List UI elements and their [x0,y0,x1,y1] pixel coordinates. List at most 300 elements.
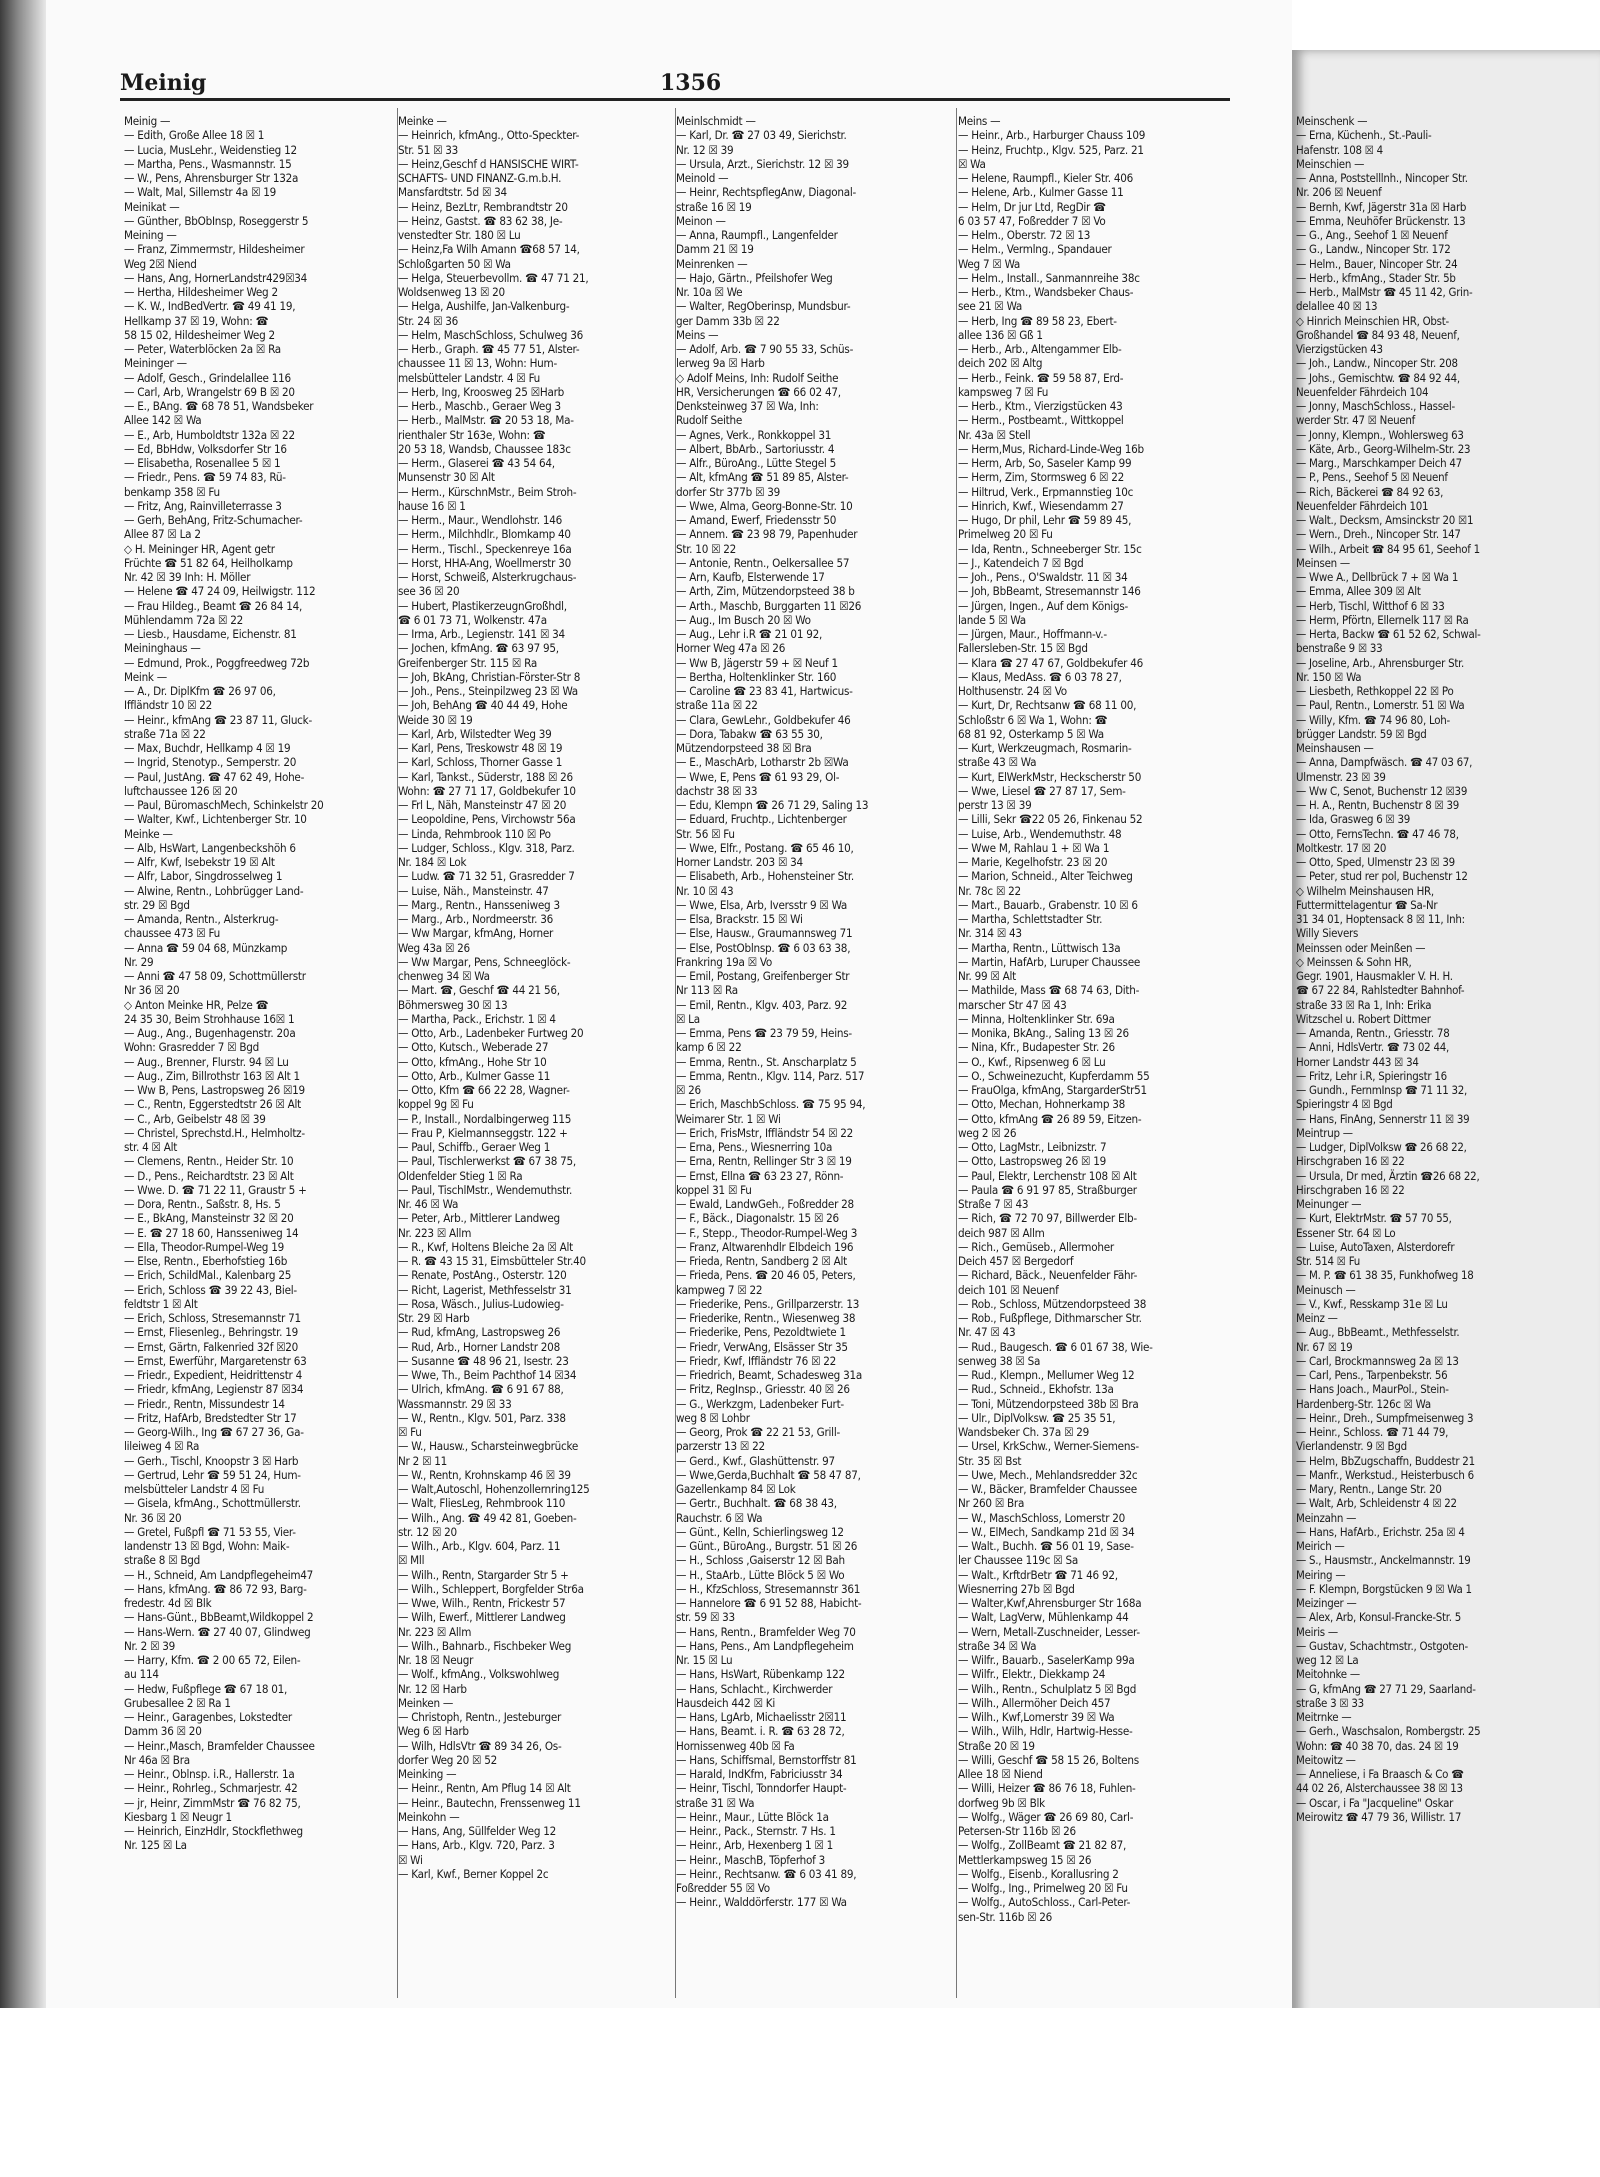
directory-entry-line: — Klara ☎ 27 47 67, Goldbekufer 46 [958,655,1143,670]
directory-entry-line: — Friedr., Rentn, Missundestr 14 [124,1396,285,1411]
directory-entry-line: Petersen-Str 116b ☒ 26 [958,1824,1076,1838]
directory-entry-line: — Wilh., Arbeit ☎ 84 95 61, Seehof 1 [1296,541,1480,556]
directory-entry-line: — K. W., IndBedVertr. ☎ 49 41 19, [124,299,296,314]
directory-entry-line: — O., Schweinezucht, Kupferdamm 55 [958,1068,1150,1083]
directory-entry-line: — Günther, BbObInsp, Roseggerstr 5 [124,213,309,228]
directory-entry-line: Damm 36 ☒ 20 [124,1724,202,1739]
directory-entry-line: ◇ Wilhelm Meinshausen HR, [1296,883,1434,898]
directory-entry-line: str. 12 ☒ 20 [398,1524,457,1539]
directory-entry-line: Fallersleben-Str. 15 ☒ Bgd [958,641,1088,656]
directory-entry-line: — Helm., Install., Sanmannreihe 38c [958,270,1140,285]
directory-entry-line: ◇ Anton Meinke HR, Pelze ☎ [124,997,269,1012]
directory-entry-line: — Ernst, Gärtn, Falkenried 32f ☒20 [124,1339,299,1354]
directory-entry-line: — Hans, HsWart, Rübenkamp 122 [676,1667,845,1682]
directory-entry-line: — Wilh., Bahnarb., Fischbeker Weg [398,1638,572,1653]
directory-entry-line: — Herb., Graph. ☎ 45 77 51, Alster- [398,342,580,356]
directory-entry-line: hause 16 ☒ 1 [398,498,466,513]
directory-entry-line: — Ida, Rentn., Schneeberger Str. 15c [958,541,1142,556]
directory-entry-line: — R. ☎ 43 15 31, Eimsbütteler Str.40 [398,1254,586,1268]
directory-entry-line: — W., MaschSchloss, Lomerstr 20 [958,1510,1126,1525]
directory-entry-line: — Wwe, Liesel ☎ 27 87 17, Sem- [958,783,1126,798]
directory-entry-line: Meinig — [124,114,171,128]
directory-entry-line: Nr. 67 ☒ 19 [1296,1339,1353,1354]
directory-entry-line: — Heinr., Dreh., Sumpfmeisenweg 3 [1296,1410,1474,1425]
directory-entry-line: Meinking — [398,1767,457,1781]
directory-entry-line: — Wolfg., Ing., Primelweg 20 ☒ Fu [958,1881,1128,1895]
directory-entry-line: — Alt, kfmAng ☎ 51 89 85, Alster- [676,470,849,485]
directory-entry-line: — Wwe, Th., Beim Pachthof 14 ☒34 [398,1368,577,1382]
directory-entry-line: ☒ 26 [676,1083,701,1097]
directory-entry-line: ☒ Fu [398,1425,422,1439]
directory-entry-line: landenstr 13 ☒ Bgd, Wohn: Maik- [124,1539,290,1553]
directory-entry-line: — Heinr., Walddörferstr. 177 ☒ Wa [676,1895,847,1910]
directory-entry-line: — Minna, Holtenklinker Str. 69a [958,1011,1115,1026]
directory-entry-line: — Ludger, Schloss., Klgv. 318, Parz. [398,840,575,855]
directory-entry-line: — Ernst, Ewerführ, Margaretenstr 63 [124,1353,307,1368]
directory-entry-line: — Heinrich, EinzHdlr, Stockflethweg [124,1824,303,1838]
directory-entry-line: Nr. 36 ☒ 20 [124,1510,182,1525]
directory-entry-line: chenweg 34 ☒ Wa [398,969,490,983]
directory-entry-line: dorfweg 9b ☒ Blk [958,1795,1045,1810]
directory-entry-line: Nr. 15 ☒ Lu [676,1653,733,1667]
directory-entry-line: — G., Werkzgm, Ladenbeker Furt- [676,1396,844,1411]
directory-entry-line: — Paula ☎ 6 91 97 85, Straßburger [958,1182,1137,1197]
directory-entry-line: — Aug., Im Busch 20 ☒ Wo [676,612,811,627]
directory-entry-line: — Heinr., Rentn, Am Pflug 14 ☒ Alt [398,1781,571,1796]
directory-entry-line: — Ulr., DiplVolksw. ☎ 25 35 51, [958,1410,1116,1425]
directory-entry-line: Nr 260 ☒ Bra [958,1496,1025,1511]
directory-entry-line: — A., Dr. DiplKfm ☎ 26 97 06, [124,684,276,698]
directory-entry-line: — Otto, Arb., Kulmer Gasse 11 [398,1068,551,1083]
directory-entry-line: ☎ 6 01 73 71, Wolkenstr. 47a [398,612,547,627]
directory-entry-line: Rauchstr. 6 ☒ Wa [676,1510,763,1525]
directory-entry-line: — Walter, RegOberinsp, Mundsbur- [676,299,851,314]
directory-entry-line: Rudolf Seithe [676,413,743,428]
directory-entry-line: — Irma, Arb., Legienstr. 141 ☒ 34 [398,627,565,641]
directory-entry-line: — Walt,Autoschl, Hohenzollernring125 [398,1482,590,1496]
directory-entry-line: — Uwe, Mech., Mehlandsredder 32c [958,1467,1138,1482]
directory-entry-line: — Rosa, Wäsch., Julius-Ludowieg- [398,1296,564,1311]
directory-entry-line: Mützendorpsteed 38 ☒ Bra [676,741,812,755]
directory-entry-line: Witzschel u. Robert Dittmer [1296,1011,1431,1026]
directory-entry-line: — Wolfg., Eisenb., Korallusring 2 [958,1866,1119,1881]
directory-entry-line: — Peter, Arb., Mittlerer Landweg [398,1211,560,1226]
directory-entry-line: — Caroline ☎ 23 83 41, Hartwicus- [676,684,853,698]
directory-entry-line: — Paul, TischlMstr., Wendemuthstr. [398,1182,573,1197]
directory-entry-line: — Joh, BkAng, Christian-Förster-Str 8 [398,669,581,684]
page-header [120,70,1230,100]
directory-entry-line: — Karl, Pens, Treskowstr 48 ☒ 19 [398,741,563,755]
directory-entry-line: — Herm., Maur., Wendlohstr. 146 [398,513,563,527]
directory-entry-line: 68 81 92, Osterkamp 5 ☒ Wa [958,726,1104,741]
directory-entry-line: — Walt, Arb, Schleidenstr 4 ☒ 22 [1296,1496,1457,1511]
directory-entry-line: — Wilh., Arb., Klgv. 604, Parz. 11 [398,1539,561,1553]
directory-entry-line: — Walt., Buchh. ☎ 56 01 19, Sase- [958,1539,1134,1553]
directory-entry-line: — Heinr., Bautechn, Frenssenweg 11 [398,1795,581,1810]
directory-entry-line: — Gretel, Fußpfl ☎ 71 53 55, Vier- [124,1524,296,1539]
directory-entry-line: ◇ H. Meininger HR, Agent getr [124,541,275,556]
directory-entry-line: — Wilh., Kwf,Lomerstr 39 ☒ Wa [958,1710,1115,1724]
directory-entry-line: — Anna, Dampfwäsch. ☎ 47 03 67, [1296,755,1473,770]
directory-entry-line: — Gustav, Schachtmstr., Ostgoten- [1296,1638,1468,1653]
directory-entry-line: — Ernst, Ellna ☎ 63 23 27, Rönn- [676,1168,844,1183]
directory-entry-line: — Carl, Arb, Wrangelstr 69 B ☒ 20 [124,384,295,399]
directory-entry-line: — Jürgen, Ingen., Auf dem Königs- [958,598,1129,613]
directory-entry-line: — Martha, Pens., Wasmannstr. 15 [124,156,292,171]
directory-entry-line: — Heinz,Geschf d HANSISCHE WIRT- [398,156,579,171]
directory-entry-line: — Herm, Zim, Stormsweg 6 ☒ 22 [958,470,1124,485]
directory-entry-line: — Otto, LagMstr., Leibnizstr. 7 [958,1140,1107,1154]
directory-entry-line: — Peter, stud rer pol, Buchenstr 12 [1296,869,1468,884]
directory-entry-line: — Ursula, Arzt., Sierichstr. 12 ☒ 39 [676,156,849,171]
directory-entry-line: — Wilh., Rentn., Schulplatz 5 ☒ Bgd [958,1681,1137,1696]
directory-entry-line: — Friedr., Expedient, Heidrittenstr 4 [124,1368,303,1382]
directory-entry-line: str. 59 ☒ 33 [676,1610,735,1625]
directory-entry-line: — Emil, Rentn., Klgv. 403, Parz. 92 [676,997,848,1012]
directory-entry-line: au 114 [124,1667,159,1682]
directory-entry-line: — Rich, ☎ 72 70 97, Billwerder Elb- [958,1211,1137,1226]
directory-entry-line: Meiris — [1296,1624,1338,1639]
directory-entry-line: Weide 30 ☒ 19 [398,712,473,727]
directory-entry-line: Wohn: ☎ 27 71 17, Goldbekufer 10 [398,783,576,798]
directory-entry-line: — Horst, HHA-Ang, Woellmerstr 30 [398,555,571,570]
directory-entry-line: 31 34 01, Hoptensack 8 ☒ 11, Inh: [1296,912,1465,926]
directory-entry-line: feldtstr 1 ☒ Alt [124,1296,198,1311]
directory-entry-line: kampsweg 7 ☒ Fu [958,384,1049,399]
directory-entry-line: — Rud., Klempn., Mellumer Weg 12 [958,1368,1135,1382]
directory-entry-line: — Carl, Pens., Tarpenbekstr. 56 [1296,1368,1448,1382]
directory-entry-line: — Anni, HdlsVertr. ☎ 73 02 44, [1296,1040,1449,1055]
directory-entry-line: Meinon — [676,213,726,228]
directory-entry-line: — Harald, IndKfm, Fabriciusstr 34 [676,1767,843,1781]
directory-entry-line: — Clara, GewLehr., Goldbekufer 46 [676,712,851,727]
directory-entry-line: — Otto, Kutsch., Weberade 27 [398,1040,549,1055]
directory-entry-line: straße 8 ☒ Bgd [124,1553,201,1568]
directory-entry-line: — G, kfmAng ☎ 27 71 29, Saarland- [1296,1681,1476,1696]
directory-entry-line: — Hans, kfmAng. ☎ 86 72 93, Barg- [124,1581,307,1596]
directory-entry-line: — Anneliese, i Fa Braasch & Co ☎ [1296,1767,1464,1781]
directory-entry-line: — Wolf., kfmAng., Volkswohlweg [398,1667,560,1682]
directory-entry-line: — Heinr, Tischl, Tonndorfer Haupt- [676,1781,847,1796]
directory-entry-line: Wohn: Grasredder 7 ☒ Bgd [124,1040,259,1055]
directory-entry-line: — Heinr., Oblnsp. i.R., Hallerstr. 1a [124,1767,295,1781]
directory-entry-line: Nr. 46 ☒ Wa [398,1197,459,1211]
directory-column-5 [1296,114,1596,2004]
directory-entry-line: — S., Hausmstr., Anckelmannstr. 19 [1296,1553,1471,1568]
directory-entry-line: — Paul, Schiffb., Geraer Weg 1 [398,1140,551,1154]
directory-entry-line: Meinken — [398,1695,454,1710]
directory-entry-line: senweg 38 ☒ Sa [958,1353,1041,1368]
directory-entry-line: — Luise, AutoTaxen, Alsterdorefr [1296,1239,1455,1254]
directory-entry-line: — Dora, Tabakw ☎ 63 55 30, [676,726,823,741]
directory-entry-line: — Marie, Kegelhofstr. 23 ☒ 20 [958,855,1108,869]
directory-entry-line: — Arn, Kaufb, Elsterwende 17 [676,570,825,584]
directory-entry-line: — Martha, Pack., Erichstr. 1 ☒ 4 [398,1011,556,1026]
directory-entry-line: Meinke — [124,826,173,841]
directory-entry-line: melsbütteler Landstr. 4 ☒ Fu [398,370,541,385]
directory-entry-line: — Ww Margar, kfmAng, Horner [398,926,554,941]
directory-entry-line: Meinrenken — [676,256,748,271]
directory-entry-line: — Heinr., Schloss. ☎ 71 44 79, [1296,1425,1449,1439]
directory-entry-line: — Walter,Kwf,Ahrensburger Str 168a [958,1596,1142,1610]
directory-entry-line: — Herb., kfmAng., Stader Str. 5b [1296,270,1456,285]
directory-entry-line: lileiweg 4 ☒ Ra [124,1439,200,1454]
directory-entry-line: dorfer Str 377b ☒ 39 [676,484,781,499]
directory-entry-line: — Helm., Bauer, Nincoper Str. 24 [1296,256,1458,271]
directory-entry-line: — Elsa, Brackstr. 15 ☒ Wi [676,912,803,926]
directory-entry-line: straße 11a ☒ 22 [676,698,758,713]
directory-column-4 [958,114,1240,2004]
directory-entry-line: — Karl, Schloss, Thorner Gasse 1 [398,755,563,770]
directory-entry-line: — Rud, Arb., Horner Landstr 208 [398,1339,560,1354]
directory-entry-line: Nr 2 ☒ 11 [398,1453,448,1468]
directory-entry-line: — Clemens, Rentn., Heider Str. 10 [124,1154,294,1169]
directory-entry-line: — Willy, Kfm. ☎ 74 96 80, Loh- [1296,712,1450,727]
directory-entry-line: weg 12 ☒ La [1296,1653,1359,1667]
directory-entry-line: — Ludger, DiplVolksw ☎ 26 68 22, [1296,1140,1467,1154]
directory-entry-line: — V., Kwf., Resskamp 31e ☒ Lu [1296,1296,1448,1311]
directory-entry-line: — W., ElMech, Sandkamp 21d ☒ 34 [958,1524,1135,1539]
directory-entry-line: Nr. 47 ☒ 43 [958,1325,1016,1340]
directory-entry-line: — Horst, Schweiß, Alsterkrugchaus- [398,570,577,584]
directory-entry-line: Wiesnerring 27b ☒ Bgd [958,1581,1075,1596]
directory-entry-line: straße 34 ☒ Wa [958,1638,1037,1653]
directory-entry-line: — Walt, LagVerw, Mühlenkamp 44 [958,1610,1129,1625]
directory-entry-line: — Joh, BehAng ☎ 40 44 49, Hohe [398,698,568,713]
directory-entry-line: benkamp 358 ☒ Fu [124,484,220,499]
directory-entry-line: Weg 2☒ Niend [124,256,197,271]
directory-entry-line: — Hans, HafArb., Erichstr. 25a ☒ 4 [1296,1524,1465,1539]
directory-entry-line: Meinssen oder Meinßen — [1296,940,1426,955]
directory-entry-line: — Ewald, LandwGeh., Foßredder 28 [676,1197,854,1211]
directory-entry-line: — Ww B, Pens, Lastropsweg 26 ☒19 [124,1083,305,1097]
directory-entry-line: — Otto, Arb., Ladenbeker Furtweg 20 [398,1026,584,1040]
directory-entry-line: Meirich — [1296,1539,1345,1553]
directory-entry-line: — Heinr, RechtspflegAnw, Diagonal- [676,185,857,200]
directory-entry-line: — E. ☎ 27 18 60, Hansseniweg 14 [124,1225,299,1240]
directory-entry-line: — Helene, Raumpfl., Kieler Str. 406 [958,171,1134,185]
directory-entry-line: — Heinz, BezLtr, Rembrandtstr 20 [398,199,568,214]
directory-entry-line: Wohn: ☎ 40 38 70, das. 24 ☒ 19 [1296,1738,1459,1753]
directory-entry-line: rienthaler Str 163e, Wohn: ☎ [398,427,546,442]
directory-entry-line: Willy Sievers [1296,926,1359,941]
directory-entry-line: — Gerd., Kwf., Glashüttenstr. 97 [676,1453,835,1468]
directory-entry-line: — Rich, Bäckerei ☎ 84 92 63, [1296,484,1444,499]
directory-entry-line: — Helm, Dr jur Ltd, RegDir ☎ [958,199,1106,214]
directory-entry-line: Ulmenstr. 23 ☒ 39 [1296,769,1386,784]
directory-entry-line: — Herb, Ing ☎ 89 58 23, Ebert- [958,313,1117,328]
directory-entry-line: — Ernst, Fliesenleg., Behringstr. 19 [124,1325,298,1340]
directory-entry-line: — Herm, Pförtn, Ellernelk 117 ☒ Ra [1296,612,1469,627]
running-head: Meinig [120,70,207,96]
directory-entry-line: — Susanne ☎ 48 96 21, Isestr. 23 [398,1353,569,1368]
directory-entry-line: koppel 9g ☒ Fu [398,1097,474,1112]
directory-entry-line: — Arth., Maschb, Burggarten 11 ☒26 [676,598,862,613]
directory-entry-line: — Emma, Rentn., St. Anscharplatz 5 [676,1054,857,1069]
directory-entry-line: — Amanda, Rentn., Alsterkrug- [124,912,279,926]
directory-entry-line: Futtermittelagentur ☎ Sa-Nr [1296,897,1438,912]
directory-entry-line: — Else, PostOblnsp. ☎ 6 03 63 38, [676,940,851,955]
directory-entry-line: — Frieda, Pens. ☎ 20 46 05, Peters, [676,1268,856,1283]
directory-entry-line: — Heinz, Gastst. ☎ 83 62 38, Je- [398,213,563,228]
directory-entry-line: Nr. 2 ☒ 39 [124,1638,176,1653]
directory-entry-line: — Hans, LgArb, Michaelisstr 2☒11 [676,1710,847,1724]
directory-entry-line: — Otto, kfmAng., Hohe Str 10 [398,1054,547,1069]
directory-entry-line: Oldenfelder Stieg 1 ☒ Ra [398,1168,523,1183]
directory-entry-line: — Luise, Näh., Mansteinstr. 47 [398,883,549,898]
directory-entry-line: HR, Versicherungen ☎ 66 02 47, [676,384,841,399]
directory-entry-line: — Emma, Rentn., Klgv. 114, Parz. 517 [676,1068,865,1083]
directory-entry-line: — Manfr., Werkstud., Heisterbusch 6 [1296,1467,1474,1482]
scan-bottom-margin [0,2008,1600,2177]
directory-entry-line: — Eduard, Fruchtp., Lichtenberger [676,812,847,827]
directory-entry-line: — Hajo, Gärtn., Pfeilshofer Weg [676,270,833,285]
directory-entry-line: — Ulrich, kfmAng. ☎ 6 91 67 88, [398,1382,564,1397]
directory-entry-line: — G., Landw., Nincoper Str. 172 [1296,242,1451,257]
directory-entry-line: — Otto, Sped, Ulmenstr 23 ☒ 39 [1296,855,1455,869]
directory-entry-line: sen-Str. 116b ☒ 26 [958,1909,1053,1924]
directory-entry-line: — Wilh., Wilh, Hdlr, Hartwig-Hesse- [958,1724,1133,1739]
directory-entry-line: Früchte ☎ 51 82 64, Heilholkamp [124,555,293,570]
directory-entry-line: — Alex, Arb, Konsul-Francke-Str. 5 [1296,1610,1461,1625]
directory-entry-line: — Else, Hausw., Graumannsweg 71 [676,926,853,941]
directory-entry-line: — Herb., Ktm., Wandsbeker Chaus- [958,285,1134,299]
directory-entry-line: Essener Str. 64 ☒ Lo [1296,1225,1396,1240]
directory-entry-line: — Paul, Tischlerwerkst ☎ 67 38 75, [398,1154,576,1169]
directory-entry-line: — Marg., Arb., Nordmeerstr. 36 [398,912,554,926]
directory-entry-line: — Heinz, Fruchtp., Klgv. 525, Parz. 21 [958,142,1144,157]
directory-entry-line: — Linda, Rehmbrook 110 ☒ Po [398,826,551,841]
directory-entry-line: — Alb, HsWart, Langenbeckshöh 6 [124,840,296,855]
directory-entry-line: — Ww Margar, Pens, Schneeglöck- [398,954,571,969]
directory-entry-line: Meinzahn — [1296,1510,1357,1525]
directory-entry-line: 20 53 18, Wandsb, Chaussee 183c [398,441,571,456]
directory-entry-line: Foßredder 55 ☒ Vo [676,1881,770,1895]
directory-entry-line: — Hinrich, Kwf., Wiesendamm 27 [958,498,1124,513]
directory-entry-line: ☒ Wa [958,156,986,171]
directory-entry-line: Meitrnke — [1296,1710,1352,1724]
directory-entry-line: — Ww C, Senot, Buchenstr 12 ☒39 [1296,783,1468,798]
directory-entry-line: str. 4 ☒ Alt [124,1140,178,1154]
directory-entry-line: — Wilh., Schleppert, Borgfelder Str6a [398,1581,584,1596]
directory-entry-line: Nr 46a ☒ Bra [124,1752,190,1767]
directory-entry-line: — Rob., Schloss, Mützendorpsteed 38 [958,1296,1147,1311]
directory-entry-line: ☒ La [676,1011,700,1026]
directory-entry-line: — J., Katendeich 7 ☒ Bgd [958,555,1084,570]
directory-entry-line: — C., Arb, Geibelstr 48 ☒ 39 [124,1111,266,1126]
directory-entry-line: — Otto, Mechan, Hohnerkamp 38 [958,1097,1126,1112]
directory-entry-line: — Kurt, Dr, Rechtsanw ☎ 68 11 00, [958,698,1137,713]
directory-entry-line: — Kurt, Werkzeugmach, Rosmarin- [958,741,1132,755]
directory-entry-line: — Heinr., Arb., Harburger Chauss 109 [958,128,1146,143]
directory-entry-line: Mühlendamm 72a ☒ 22 [124,612,243,627]
directory-entry-line: Großhandel ☎ 84 93 48, Neuenf, [1296,327,1460,342]
directory-entry-line: — H. A., Rentn, Buchenstr 8 ☒ 39 [1296,798,1460,812]
directory-entry-line: — Wwe, Alma, Georg-Bonne-Str. 10 [676,498,853,513]
directory-entry-line: — Aug., BbBeamt., Methfesselstr. [1296,1325,1460,1340]
directory-entry-line: Munsenstr 30 ☒ Alt [398,470,495,485]
directory-entry-line: deich 101 ☒ Neuenf [958,1282,1059,1297]
directory-entry-line: — Martha, Schlettstadter Str. [958,912,1103,926]
page-number: 1356 [660,70,722,96]
directory-entry-line: Nr. 12 ☒ 39 [676,142,734,157]
directory-entry-line: — Erich, SchildMal., Kalenbarg 25 [124,1268,292,1283]
directory-entry-line: Meining — [124,228,177,242]
directory-entry-line: — Helm., Vermlng., Spandauer [958,242,1112,257]
directory-entry-line: Nr. 99 ☒ Alt [958,969,1017,983]
directory-entry-line: Nr. 10 ☒ 43 [676,883,734,898]
directory-entry-line: Horner Landstr 443 ☒ 34 [1296,1054,1419,1069]
directory-entry-line: Meitohnke — [1296,1667,1360,1682]
directory-entry-line: Meinlschmidt — [676,114,756,128]
directory-entry-line: straße 31 ☒ Wa [676,1795,755,1810]
directory-entry-line: Schloßgarten 50 ☒ Wa [398,256,511,271]
directory-entry-line: benstraße 9 ☒ 33 [1296,641,1383,656]
directory-entry-line: Nr. 206 ☒ Neuenf [1296,185,1382,200]
directory-entry-line: — Wolfg., Wäger ☎ 26 69 80, Carl- [958,1809,1134,1824]
directory-entry-line: Neuenfelder Fährdeich 101 [1296,498,1429,513]
directory-entry-line: — Herm., Tischl., Speckenreye 16a [398,541,572,556]
directory-entry-line: — Karl, Tankst., Süderstr, 188 ☒ 26 [398,769,573,784]
directory-entry-line: Horner Landstr. 203 ☒ 34 [676,855,803,869]
directory-entry-line: — F. Klempn, Borgstücken 9 ☒ Wa 1 [1296,1581,1472,1596]
directory-entry-line: Primelweg 20 ☒ Fu [958,527,1053,542]
directory-entry-line: — Willi, Geschf ☎ 58 15 26, Boltens [958,1752,1139,1767]
directory-entry-line: — Aug., Brenner, Flurstr. 94 ☒ Lu [124,1054,289,1069]
directory-entry-line: Greifenberger Str. 115 ☒ Ra [398,655,537,670]
directory-entry-line: luftchaussee 126 ☒ 20 [124,783,238,798]
directory-entry-line: lande 5 ☒ Wa [958,612,1026,627]
directory-entry-line: ☎ 67 22 84, Rahlstedter Bahnhof- [1296,983,1465,998]
directory-entry-line: — Wilh., Allermöher Deich 457 [958,1695,1111,1710]
directory-entry-line: Nr. 43a ☒ Stell [958,427,1031,442]
directory-entry-line: — Friederike, Rentn., Wiesenweg 38 [676,1311,856,1325]
directory-entry-line: — Peter, Waterblöcken 2a ☒ Ra [124,342,281,356]
directory-entry-line: Weimarer Str. 1 ☒ Wi [676,1111,781,1126]
directory-entry-line: — Heinr., Garagenbes, Lokstedter [124,1710,292,1724]
directory-entry-line: — Heinr., Rohrleg., Schmarjestr. 42 [124,1781,298,1796]
directory-entry-line: Nr. 42 ☒ 39 Inh: H. Möller [124,570,251,584]
directory-entry-line: — E., BkAng, Mansteinstr 32 ☒ 20 [124,1211,294,1226]
directory-entry-line: — H., Schneid, Am Landpflegeheim47 [124,1567,314,1582]
directory-entry-line: — Karl, Kwf., Berner Koppel 2c [398,1866,549,1881]
directory-entry-line: Str. 29 ☒ Harb [398,1311,470,1325]
directory-entry-line: — Hans, Beamt. i. R. ☎ 63 28 72, [676,1724,845,1739]
directory-entry-line: — Frl L, Näh, Mansteinstr 47 ☒ 20 [398,798,567,812]
directory-entry-line: — Otto, FernsTechn. ☎ 47 46 78, [1296,826,1459,841]
directory-entry-line: — Herb., MalMstr. ☎ 20 53 18, Ma- [398,413,574,428]
directory-entry-line: — Herb., MalMstr ☎ 45 11 42, Grin- [1296,285,1473,299]
directory-entry-line: — Friedr, VerwAng, Elsässer Str 35 [676,1339,848,1354]
directory-entry-line: kampweg 7 ☒ 22 [676,1282,763,1297]
directory-entry-line: Meinshausen — [1296,741,1374,755]
directory-entry-line: — G., Ang., Seehof 1 ☒ Neuenf [1296,228,1448,242]
directory-entry-line: — Max, Buchdr, Hellkamp 4 ☒ 19 [124,741,291,755]
directory-entry-line: — Joseline, Arb., Ahrensburger Str. [1296,655,1465,670]
directory-entry-line: Meinold — [676,171,729,185]
directory-entry-line: Meinz — [1296,1311,1338,1325]
directory-entry-line: Nr. 78c ☒ 22 [958,883,1021,898]
directory-entry-line: brügger Landstr. 59 ☒ Bgd [1296,726,1427,741]
directory-entry-line: — W., Pens, Ahrensburger Str 132a [124,171,299,185]
directory-entry-line: deich 987 ☒ Allm [958,1225,1045,1240]
directory-entry-line: — Anna ☎ 59 04 68, Münzkamp [124,940,288,955]
directory-entry-line: — Gerh., Tischl, Knoopstr 3 ☒ Harb [124,1453,299,1468]
directory-entry-line: — Elisabeth, Arb., Hohensteiner Str. [676,869,854,884]
directory-entry-line: — Johs., Gemischtw. ☎ 84 92 44, [1296,370,1460,385]
directory-entry-line: — Heinrich, kfmAng., Otto-Speckter- [398,128,580,143]
directory-entry-line: — Heinr., kfmAng ☎ 23 87 11, Gluck- [124,712,312,727]
